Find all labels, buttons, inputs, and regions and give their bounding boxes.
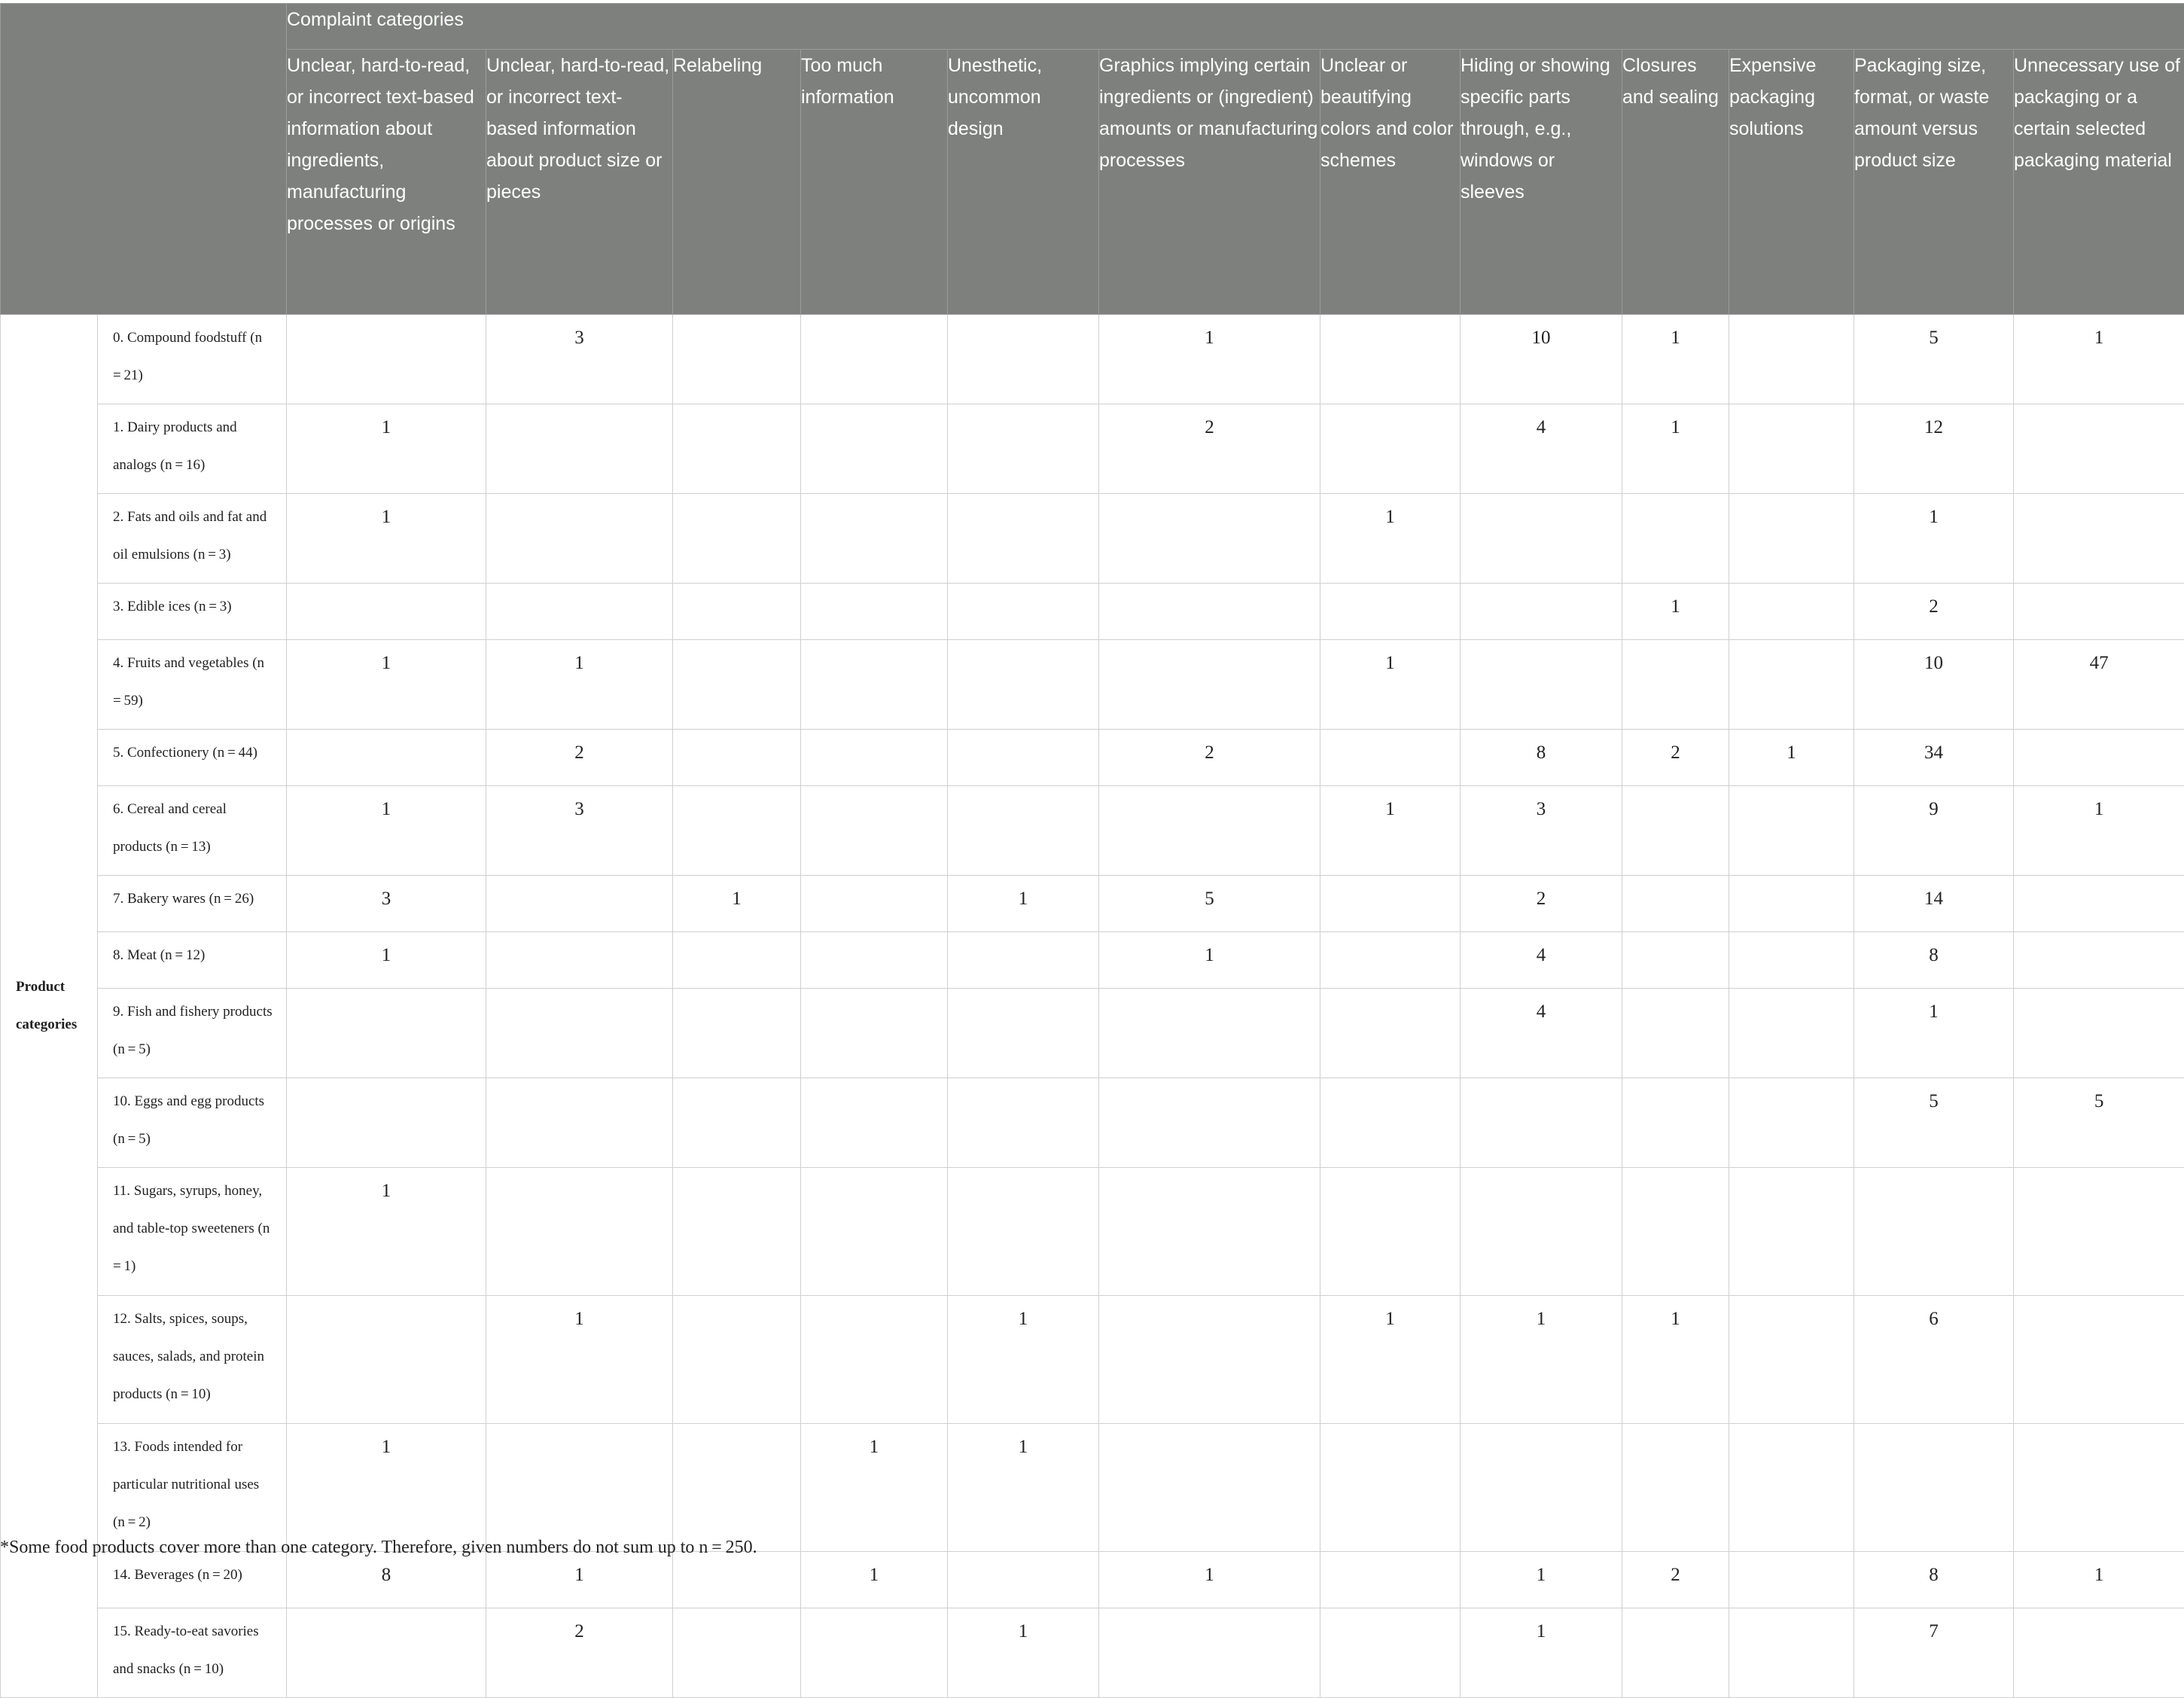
table-cell — [948, 786, 1099, 876]
table-cell — [1729, 494, 1854, 584]
table-cell: 2 — [1854, 584, 2014, 640]
column-header: Unnecessary use of packaging or a certain selected packaging material — [2014, 50, 2184, 315]
table-cell — [2014, 1608, 2184, 1698]
table-cell — [2014, 1424, 2184, 1552]
row-label: 0. Compound foodstuff (n = 21) — [98, 315, 287, 404]
table-cell: 10 — [1461, 315, 1622, 404]
table-cell: 2 — [486, 1608, 673, 1698]
table-cell — [486, 494, 673, 584]
table-cell — [673, 1296, 801, 1424]
table-cell — [486, 1078, 673, 1168]
table-cell — [2014, 584, 2184, 640]
table-cell — [1622, 786, 1729, 876]
table-cell — [2014, 404, 2184, 494]
table-cell — [1461, 640, 1622, 730]
row-label: 15. Ready-to-eat savories and snacks (n = 10) — [98, 1608, 287, 1698]
table-row — [1, 584, 2184, 640]
table-cell — [1461, 494, 1622, 584]
table-cell — [486, 584, 673, 640]
table-cell — [948, 494, 1099, 584]
table-cell — [948, 932, 1099, 989]
table-cell — [1099, 1608, 1320, 1698]
complaint-categories-title: Complaint categories — [287, 4, 2184, 50]
table-cell: 6 — [1854, 1296, 2014, 1424]
table-row — [1, 1078, 2184, 1168]
table-row — [1, 932, 2184, 989]
table-cell: 4 — [1461, 404, 1622, 494]
table-cell — [673, 1424, 801, 1552]
table-cell — [1622, 876, 1729, 932]
table-cell — [801, 730, 948, 786]
table-cell — [801, 584, 948, 640]
column-header: Graphics implying certain ingredients or (ingredient) amounts or manufacturing processes — [1099, 50, 1320, 315]
table-cell — [1320, 1078, 1461, 1168]
table-cell: 8 — [1854, 1552, 2014, 1608]
table-cell — [948, 404, 1099, 494]
table-cell: 1 — [1461, 1296, 1622, 1424]
table-cell — [1729, 786, 1854, 876]
row-label: 7. Bakery wares (n = 26) — [98, 876, 287, 932]
row-label: 11. Sugars, syrups, honey, and table-top sweeteners (n = 1) — [98, 1168, 287, 1296]
table-cell — [801, 1168, 948, 1296]
table-cell: 1 — [1461, 1552, 1622, 1608]
table-cell — [1622, 494, 1729, 584]
table-cell — [1622, 1168, 1729, 1296]
table-row — [1, 876, 2184, 932]
table-cell: 8 — [1461, 730, 1622, 786]
table-cell: 1 — [287, 494, 486, 584]
table-row — [1, 989, 2184, 1078]
table-cell — [2014, 1296, 2184, 1424]
table-cell — [673, 494, 801, 584]
table-cell — [801, 1296, 948, 1424]
table-cell — [287, 730, 486, 786]
table-row — [1, 1552, 2184, 1608]
column-header: Expensive packaging solutions — [1729, 50, 1854, 315]
table-cell: 1 — [801, 1424, 948, 1552]
table-cell — [486, 989, 673, 1078]
table-cell — [1099, 640, 1320, 730]
table-row — [1, 1168, 2184, 1296]
table-cell — [1729, 584, 1854, 640]
header-corner-cell — [1, 4, 287, 315]
table-cell: 5 — [1854, 1078, 2014, 1168]
table-cell — [673, 640, 801, 730]
table-header — [1, 4, 2184, 315]
table-cell — [801, 494, 948, 584]
column-header: Hiding or showing specific parts through, e.g., windows or sleeves — [1461, 50, 1622, 315]
table-cell — [1320, 932, 1461, 989]
table-cell — [1099, 786, 1320, 876]
table-cell: 2 — [1461, 876, 1622, 932]
table-cell — [287, 315, 486, 404]
row-label: 2. Fats and oils and fat and oil emulsions (n = 3) — [98, 494, 287, 584]
table-cell — [948, 989, 1099, 1078]
table-cell: 10 — [1854, 640, 2014, 730]
table-cell: 1 — [486, 640, 673, 730]
column-header: Packaging size, format, or waste amount versus product size — [1854, 50, 2014, 315]
table-cell — [1729, 404, 1854, 494]
table-cell: 1 — [1320, 1296, 1461, 1424]
table-cell — [1461, 584, 1622, 640]
table-cell — [1729, 1078, 1854, 1168]
table-cell — [1729, 876, 1854, 932]
table-cell — [948, 730, 1099, 786]
table-cell — [287, 989, 486, 1078]
table-cell — [1622, 1424, 1729, 1552]
table-cell: 2 — [1099, 730, 1320, 786]
table-cell — [1099, 1078, 1320, 1168]
column-header: Unclear or beautifying colors and color schemes — [1320, 50, 1461, 315]
table-row — [1, 315, 2184, 404]
table-cell — [673, 730, 801, 786]
table-cell — [1729, 932, 1854, 989]
table-row — [1, 1424, 2184, 1552]
table-cell — [801, 640, 948, 730]
table-cell — [486, 404, 673, 494]
table-cell — [1729, 989, 1854, 1078]
table-cell — [1320, 1424, 1461, 1552]
table-cell: 9 — [1854, 786, 2014, 876]
table-cell — [486, 876, 673, 932]
table-cell: 2 — [486, 730, 673, 786]
table-cell: 1 — [1461, 1608, 1622, 1698]
table-cell: 8 — [287, 1552, 486, 1608]
table-row — [1, 494, 2184, 584]
table-cell: 2 — [1622, 730, 1729, 786]
table-cell: 5 — [1854, 315, 2014, 404]
table-body — [1, 315, 2184, 1698]
table-cell: 1 — [948, 1424, 1099, 1552]
table-cell — [1320, 876, 1461, 932]
table-cell — [1320, 989, 1461, 1078]
table-cell — [1622, 932, 1729, 989]
table-cell: 1 — [2014, 1552, 2184, 1608]
table-cell — [486, 932, 673, 989]
table-cell: 1 — [948, 876, 1099, 932]
table-cell: 1 — [1099, 315, 1320, 404]
table-cell — [1320, 1168, 1461, 1296]
table-cell: 1 — [1854, 989, 2014, 1078]
table-cell: 12 — [1854, 404, 2014, 494]
table-cell — [1099, 1424, 1320, 1552]
table-cell — [1622, 640, 1729, 730]
table-cell: 1 — [1622, 584, 1729, 640]
table-cell — [1729, 1608, 1854, 1698]
table-cell — [673, 786, 801, 876]
table-cell: 4 — [1461, 932, 1622, 989]
table-cell — [1099, 584, 1320, 640]
column-header: Unclear, hard-to-read, or incorrect text-based information about ingredients, manufacturing processes or origins — [287, 50, 486, 315]
row-label: 5. Confectionery (n = 44) — [98, 730, 287, 786]
table-cell — [1622, 1608, 1729, 1698]
table-cell: 1 — [673, 876, 801, 932]
column-header: Closures and sealing — [1622, 50, 1729, 315]
table-cell — [1729, 640, 1854, 730]
table-row — [1, 1608, 2184, 1698]
table-cell — [1320, 1608, 1461, 1698]
table-row — [1, 786, 2184, 876]
table-cell — [1099, 1296, 1320, 1424]
table-cell — [287, 1296, 486, 1424]
table-cell: 1 — [287, 932, 486, 989]
complaint-table — [0, 3, 2184, 1698]
table-cell — [673, 1608, 801, 1698]
row-label: 1. Dairy products and analogs (n = 16) — [98, 404, 287, 494]
table-cell — [801, 315, 948, 404]
table-cell: 1 — [287, 1168, 486, 1296]
table-cell: 1 — [287, 404, 486, 494]
table-cell — [801, 1608, 948, 1698]
table-cell: 1 — [1854, 494, 2014, 584]
table-cell — [673, 1168, 801, 1296]
table-cell: 3 — [486, 786, 673, 876]
table-cell: 34 — [1854, 730, 2014, 786]
table-cell: 8 — [1854, 932, 2014, 989]
table-cell: 4 — [1461, 989, 1622, 1078]
table-cell: 1 — [486, 1296, 673, 1424]
table-cell — [948, 584, 1099, 640]
table-cell — [1099, 1168, 1320, 1296]
table-cell — [673, 932, 801, 989]
column-header-row — [1, 50, 2184, 315]
row-label: 10. Eggs and egg products (n = 5) — [98, 1078, 287, 1168]
table-cell — [2014, 494, 2184, 584]
table-cell: 3 — [1461, 786, 1622, 876]
table-cell — [948, 640, 1099, 730]
table-cell — [1854, 1168, 2014, 1296]
table-cell — [1461, 1078, 1622, 1168]
column-header: Relabeling — [673, 50, 801, 315]
table-cell: 1 — [287, 1424, 486, 1552]
table-cell: 1 — [2014, 786, 2184, 876]
column-header: Too much information — [801, 50, 948, 315]
table-cell — [1729, 1296, 1854, 1424]
table-cell — [948, 315, 1099, 404]
table-cell: 5 — [2014, 1078, 2184, 1168]
table-cell — [1729, 1424, 1854, 1552]
table-cell: 1 — [1320, 786, 1461, 876]
table-cell: 1 — [948, 1296, 1099, 1424]
table-cell: 1 — [1320, 640, 1461, 730]
table-cell — [287, 1078, 486, 1168]
table-cell: 1 — [486, 1552, 673, 1608]
table-cell — [801, 932, 948, 989]
table-cell — [948, 1168, 1099, 1296]
table-cell — [801, 989, 948, 1078]
table-cell — [1854, 1424, 2014, 1552]
table-cell: 7 — [1854, 1608, 2014, 1698]
table-cell — [1320, 1552, 1461, 1608]
table-cell: 2 — [1099, 404, 1320, 494]
table-cell: 1 — [1622, 1296, 1729, 1424]
table-cell — [2014, 1168, 2184, 1296]
table-cell — [287, 1608, 486, 1698]
table-cell — [673, 1078, 801, 1168]
table-cell — [948, 1078, 1099, 1168]
table-cell: 1 — [948, 1608, 1099, 1698]
table-cell: 1 — [287, 640, 486, 730]
table-cell — [486, 1424, 673, 1552]
table-cell — [1461, 1424, 1622, 1552]
row-label: 14. Beverages (n = 20) — [98, 1552, 287, 1608]
table-footnote: *Some food products cover more than one category. Therefore, given numbers do not sum up to n = 250. — [0, 1538, 757, 1558]
product-categories-label: Product categories — [1, 315, 98, 1698]
table-cell: 1 — [2014, 315, 2184, 404]
row-label: 8. Meat (n = 12) — [98, 932, 287, 989]
table-cell — [2014, 989, 2184, 1078]
table-row — [1, 404, 2184, 494]
table-cell — [673, 315, 801, 404]
table-cell: 1 — [287, 786, 486, 876]
column-header: Unclear, hard-to-read, or incorrect text-based information about product size or pieces — [486, 50, 673, 315]
table-cell — [1461, 1168, 1622, 1296]
table-cell — [1320, 315, 1461, 404]
table-cell — [1622, 1078, 1729, 1168]
data-table-container — [0, 3, 2184, 1698]
row-label: 3. Edible ices (n = 3) — [98, 584, 287, 640]
table-row — [1, 730, 2184, 786]
column-header: Unesthetic, uncommon design — [948, 50, 1099, 315]
table-cell — [1099, 494, 1320, 584]
table-cell — [948, 1552, 1099, 1608]
table-cell: 1 — [801, 1552, 948, 1608]
table-cell: 14 — [1854, 876, 2014, 932]
table-cell: 1 — [1099, 932, 1320, 989]
row-label: 12. Salts, spices, soups, sauces, salads, and protein products (n = 10) — [98, 1296, 287, 1424]
row-label: 9. Fish and fishery products (n = 5) — [98, 989, 287, 1078]
table-cell — [1099, 989, 1320, 1078]
table-row — [1, 1296, 2184, 1424]
table-cell — [2014, 932, 2184, 989]
table-cell — [673, 584, 801, 640]
table-cell: 3 — [287, 876, 486, 932]
row-label: 13. Foods intended for particular nutritional uses (n = 2) — [98, 1424, 287, 1552]
table-cell — [1320, 730, 1461, 786]
table-cell — [801, 404, 948, 494]
table-cell — [486, 1168, 673, 1296]
table-cell — [2014, 730, 2184, 786]
row-label: 6. Cereal and cereal products (n = 13) — [98, 786, 287, 876]
table-cell — [673, 404, 801, 494]
table-cell — [1729, 1168, 1854, 1296]
table-cell: 1 — [1099, 1552, 1320, 1608]
table-cell: 1 — [1622, 315, 1729, 404]
table-cell: 47 — [2014, 640, 2184, 730]
table-cell: 1 — [1622, 404, 1729, 494]
table-cell — [801, 1078, 948, 1168]
table-cell — [1622, 989, 1729, 1078]
row-label: 4. Fruits and vegetables (n = 59) — [98, 640, 287, 730]
table-cell — [1729, 315, 1854, 404]
table-cell — [1729, 1552, 1854, 1608]
table-cell — [801, 876, 948, 932]
table-cell: 1 — [1320, 494, 1461, 584]
table-cell — [287, 584, 486, 640]
table-cell — [1320, 584, 1461, 640]
table-cell — [2014, 876, 2184, 932]
table-cell: 5 — [1099, 876, 1320, 932]
table-cell — [801, 786, 948, 876]
table-cell — [1320, 404, 1461, 494]
table-cell — [673, 989, 801, 1078]
table-cell: 1 — [1729, 730, 1854, 786]
table-cell: 3 — [486, 315, 673, 404]
table-row — [1, 640, 2184, 730]
table-cell: 2 — [1622, 1552, 1729, 1608]
table-cell — [673, 1552, 801, 1608]
